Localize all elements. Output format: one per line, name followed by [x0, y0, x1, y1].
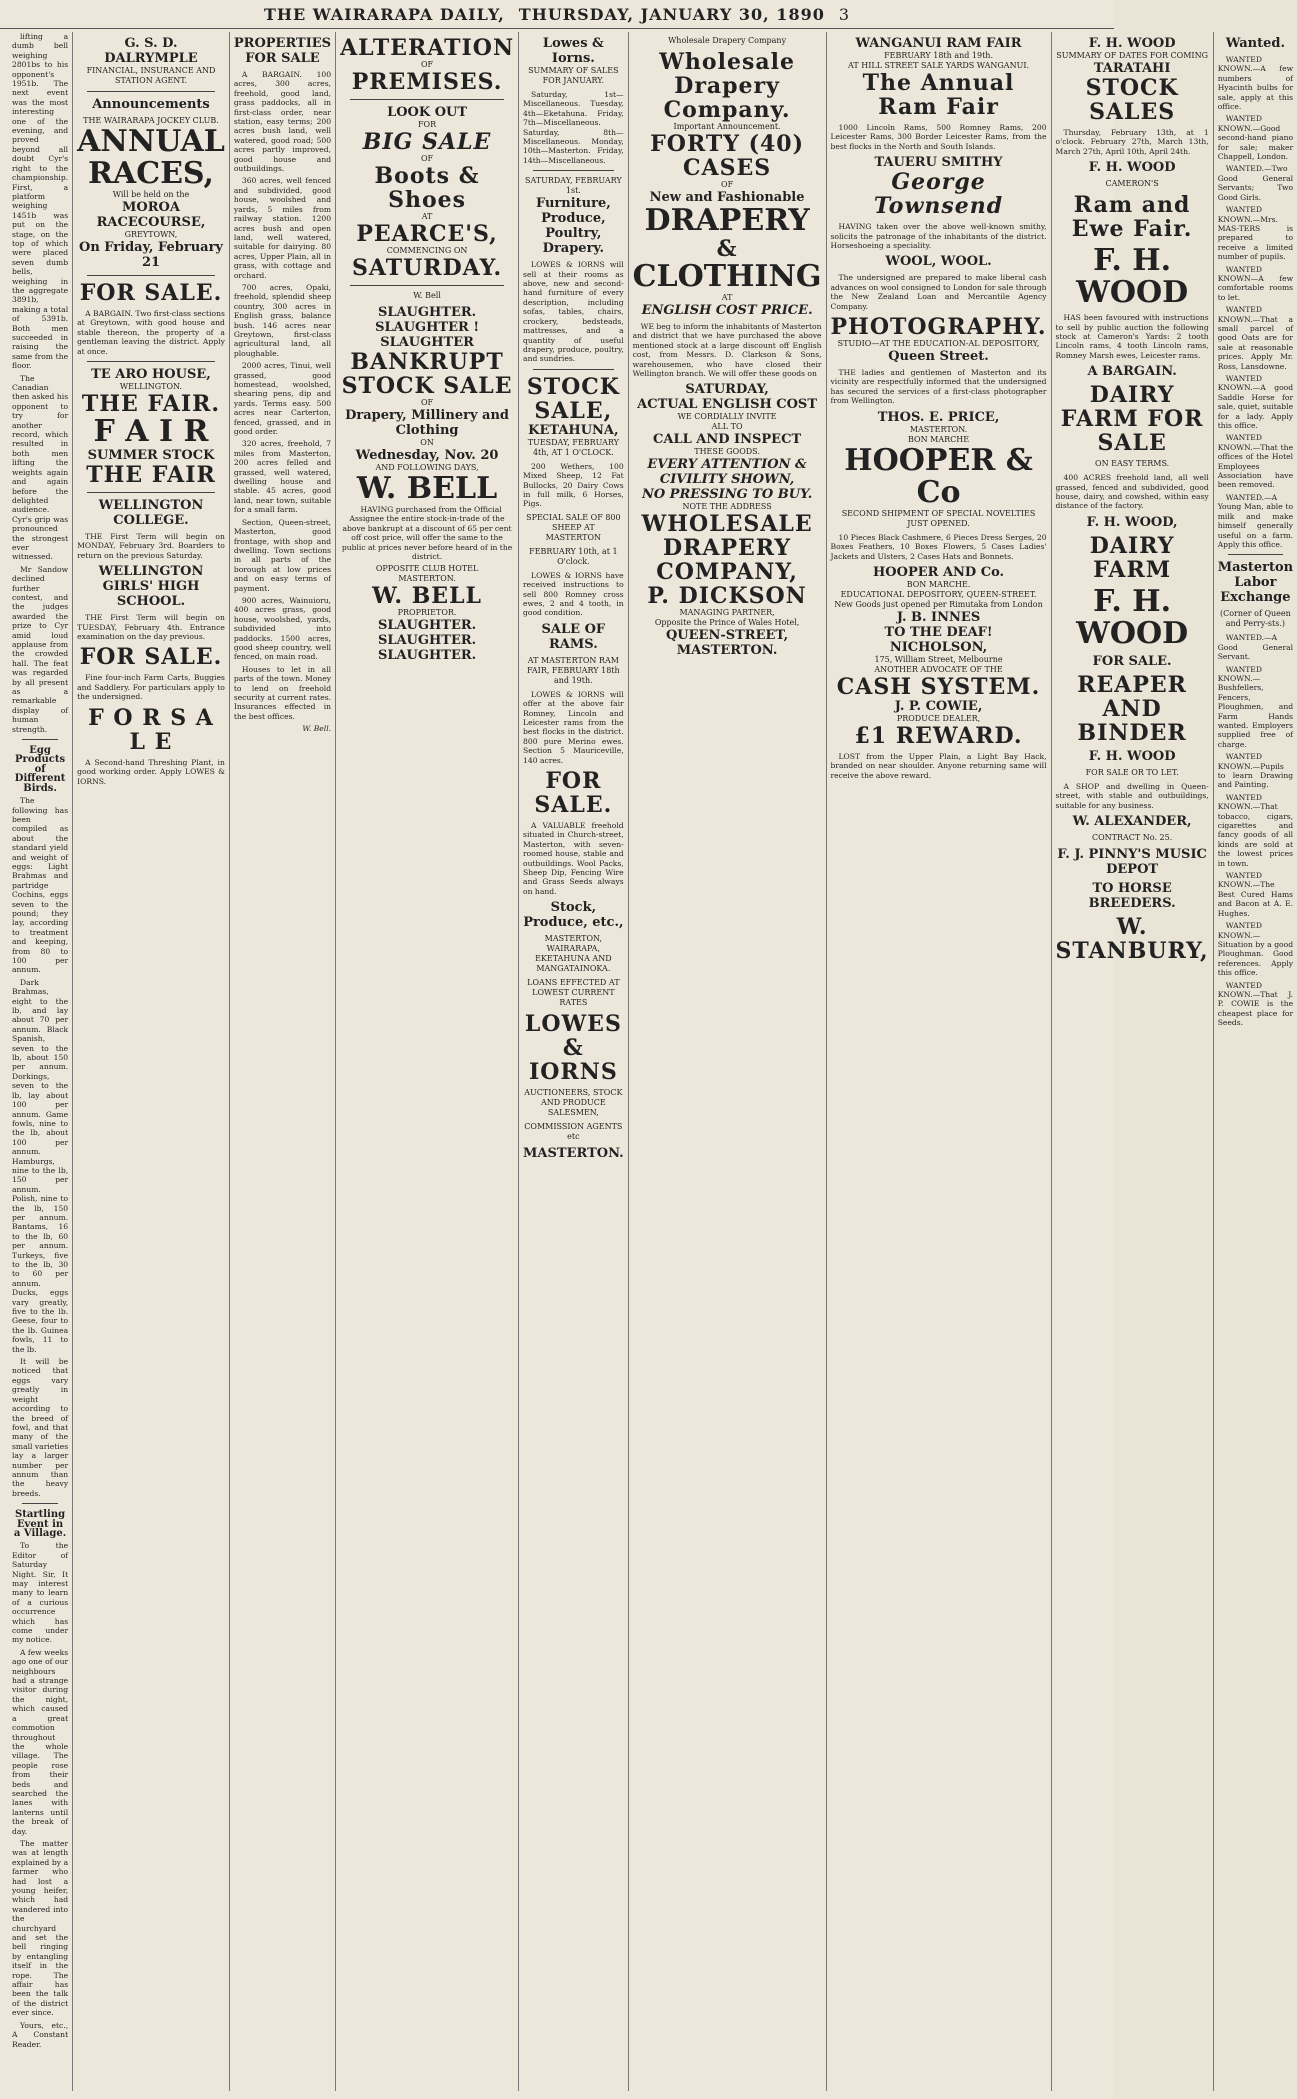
wanted-extra-1: WANTED KNOWN.—That a small parcel of good Oats are for sale at reasonable prices. Apply Mr. Ross, Lansdowne. — [1217, 305, 1294, 371]
wanted-extra-3: WANTED.—A Young Man, able to milk and make himself generally useful on a farm. Apply this office. — [1217, 492, 1294, 549]
wanganui-ram-fair: WANGANUI RAM FAIR — [855, 36, 1022, 51]
auctioneers: AUCTIONEERS, STOCK AND PRODUCE SALESMEN, — [524, 1088, 623, 1118]
heading-eggs: Egg Products of Different Birds. — [14, 745, 66, 794]
ad-wanganui — [831, 36, 1047, 119]
wanted-6: WANTED KNOWN.—That the offices of the Hotel Employees Association have been removed. — [1217, 433, 1294, 490]
at-1: AT — [421, 212, 433, 221]
article-village-cont: A few weeks ago one of our neighbours had a strange visitor during the night, which caused a great commotion throughout the whole village. The people rose from their beds and searched the lanes with lanterns until the break of day. — [12, 1647, 69, 1836]
loans: LOANS EFFECTED AT LOWEST CURRENT RATES — [527, 978, 620, 1008]
wanted-extra-4: WANTED KNOWN.—Bushfellers, Fencers, Ploughmen, and Farm Hands wanted. Employers supplied free of charge. — [1217, 664, 1294, 749]
column-7 — [827, 32, 1052, 2091]
hooper-2: HOOPER AND Co. — [873, 564, 1005, 580]
dalrymple-sub: FINANCIAL, INSURANCE AND STATION AGENT. — [86, 66, 216, 85]
w-bell: W. BELL — [356, 471, 498, 506]
ad-lowes-iorns — [523, 36, 624, 86]
wanted-10: WANTED KNOWN.—That J. P. COWIE is the cheapest place for Seeds. — [1217, 980, 1294, 1028]
bell-text: HAVING purchased from the Official Assignee the entire stock-in-trade of the above bankrupt at a discount of 65 per cent off cost price, will offer the same to the public at prices never before heard of in the district. — [341, 505, 513, 562]
wood-1: F. H. WOOD — [1088, 36, 1176, 51]
ad-wdc — [633, 50, 822, 318]
wanted-5: WANTED KNOWN—A few comfortable rooms to let. — [1217, 264, 1294, 302]
listing-text-3: 700 acres, Opaki, freehold, splendid sheep country, 300 acres in English grass, balance bush. 146 acres near Greytown, first-class agricultural land, all ploughable. — [233, 282, 332, 358]
page-number: 3 — [838, 4, 851, 24]
managing-partner: MANAGING PARTNER, — [679, 608, 775, 618]
sale-of-rams: SALE OF RAMS. — [541, 621, 606, 652]
article-eggs-cont2: It will be noticed that eggs vary greatly in weight according to the breed of fowl, and that many of the small varieties lay a larger number per annum than the heavy breeds. — [12, 1357, 69, 1498]
bon-marche-2: BON MARCHE. — [906, 579, 971, 589]
ad-pearces — [340, 36, 514, 280]
college-text: THE First Term will begin on MONDAY, February 3rd. Boarders to return on the previous Saturday. — [77, 532, 225, 560]
sale-let-text: A SHOP and dwelling in Queen-street, with stable and outbuildings, suitable for any business. — [1055, 781, 1209, 810]
for-sale-heading: FOR SALE. — [79, 280, 223, 306]
studio: STUDIO—AT THE EDUCATION-AL DEPOSITORY, — [837, 339, 1040, 349]
boots-shoes: Boots & Shoes — [374, 163, 480, 213]
alteration: ALTERATION — [340, 35, 515, 61]
to-the-deaf: TO THE DEAF! — [884, 624, 993, 640]
te-aro-city: WELLINGTON. — [119, 382, 183, 392]
for-sale-heading-2: FOR SALE. — [79, 644, 223, 671]
summary-of-sales: SUMMARY OF SALES FOR JANUARY. — [528, 66, 619, 85]
column-4 — [336, 32, 519, 2091]
ad-photography — [831, 315, 1047, 364]
listing-text-2: 360 acres, well fenced and subdivided, good house, woolshed and yards, 5 miles from railway station. 1200 acres bush and open land, well watered, suitable for dairying. 80 acres, Upper Plain, all in grass, with cottage and orchard. — [233, 176, 332, 280]
proprietor: PROPRIETOR. — [397, 608, 457, 618]
of-3: OF — [421, 398, 434, 407]
rams-text: LOWES & IORNS will offer at the above fair Romney, Lincoln and Leicester rams from the best flocks in the district. 800 pure Merino ewes. Section 5 Mauriceville, 140 acres. — [523, 689, 624, 765]
opposite-hotel: Opposite the Prince of Wales Hotel, — [654, 618, 800, 628]
wdc-header: Wholesale Drapery Company — [668, 36, 787, 45]
horse-breeders: TO HORSE BREEDERS. — [1088, 881, 1176, 912]
wood-text: HAS been favoured with instructions to sell by public auction the following stock at Cameron's Yards: 2 tooth Lincoln rams, 4 tooth Lincoln rams, Romney Marsh ewes, Leicester rams. — [1055, 313, 1209, 360]
forty-cases: FORTY (40) CASES — [650, 131, 805, 181]
wanted-extra-2: WANTED KNOWN.—A good Saddle Horse for sale, quiet, suitable for a lady. Apply this office. — [1217, 374, 1294, 431]
article-strongman: lifting a dumb bell weighing 2801bs to his opponent's 1951b. The next event was the most interesting one of the evening, and proved beyond all doubt Cyr's right to the championship. First, a platform weighing 1451b was put on the stage, on the top of which were placed seven dumb bells, weighing in the aggregate 3891b, making a total of 5391b. Both men succeeded in raising the same from the floor. — [12, 32, 69, 371]
listing-text-8: Houses to let in all parts of the town. Money to lend on freehold security at current rates. Insurances effected in the best offices. — [233, 664, 332, 721]
feb-10: FEBRUARY 10th, at 1 O'clock. — [529, 546, 618, 566]
ad-hooper-2 — [831, 565, 1047, 748]
issue-date: THURSDAY, JANUARY 30, 1890 — [518, 4, 825, 24]
listing-text-7: 900 acres, Wainuioru, 400 acres grass, good house, woolshed, yards, subdivided into paddocks. 1500 acres, good sheep country, well fenced, on main road. — [233, 595, 332, 662]
special-text: LOWES & IORNS have received instructions to sell 800 Romney cross ewes, 2 and 4 tooth, in good condition. — [523, 570, 624, 618]
educational: EDUCATIONAL DEPOSITORY, QUEEN-STREET. — [840, 589, 1037, 599]
bon-marche: BON MARCHE — [908, 434, 970, 444]
summer-stock: SUMMER STOCK — [87, 448, 215, 464]
cowie: J. P. COWIE, — [894, 698, 983, 714]
new-fashionable: New and Fashionable — [649, 190, 805, 205]
saturday-feb: SATURDAY, FEBRUARY 1st. — [524, 176, 622, 196]
new-goods: New Goods just opened per Rimutaka from London — [834, 599, 1043, 609]
wanted-heading: Wanted. — [1225, 36, 1285, 51]
girls-school-heading: WELLINGTON GIRLS' HIGH SCHOOL. — [98, 564, 204, 610]
divider — [22, 1503, 58, 1504]
exchange-corner: (Corner of Queen and Perry-sts.) — [1219, 609, 1291, 629]
stock-produce: Stock, Produce, etc., — [523, 900, 624, 931]
wanted-extra-5: WANTED KNOWN.—That tobacco, cigars, cigarettes and fancy goods of all kinds are sold at the lowest prices in town. — [1217, 792, 1294, 868]
tuesday-feb: TUESDAY, FEBRUARY 4th, AT 1 O'CLOCK. — [527, 437, 619, 457]
masterton-3: MASTERTON. — [676, 643, 778, 659]
article-village: To the Editor of Saturday Night. Sir, It may interest many to learn of a curious occurrence which has come under my notice. — [12, 1541, 69, 1645]
english-cost: ENGLISH COST PRICE. — [641, 303, 813, 318]
divider — [87, 275, 215, 276]
these-goods: THESE GOODS. — [694, 447, 760, 457]
divider — [87, 361, 215, 362]
hooper-text: 10 Pieces Black Cashmere, 6 Pieces Dress Serges, 20 Boxes Feathers, 10 Boxes Flowers, 5 Cases Ladies' Jackets and Ulsters, 2 Cases Hats and Bonnets. — [830, 532, 1047, 561]
ad-wdc-2 — [633, 382, 822, 658]
wool: WOOL, WOOL. — [885, 254, 992, 270]
sales-list: Saturday, 1st—Miscellaneous. Tuesday, 4th—Eketahuna. Friday, 7th—Miscellaneous. Saturday, 8th—Miscellaneous. Monday, 10th—Masterton. Friday, 14th—Miscellaneous. — [523, 90, 624, 165]
masterton-1: MASTERTON. — [398, 574, 456, 584]
ampersand: & — [716, 236, 738, 262]
article-strongman-cont2: Mr Sandow declined further contest, and the judges awarded the prize to Cyr amid loud applause from the crowded hall. The feat was regarded by all present as a remarkable display of human strength. — [12, 564, 69, 734]
every-attention: EVERY ATTENTION & — [647, 457, 807, 473]
column-5 — [519, 32, 629, 2091]
furniture-text: LOWES & IORNS will sell at their rooms as above, new and second-hand furniture of every description, including sofas, tables, chairs, crockery, bedsteads, mattresses, and a quantity of useful drapery, produce, poultry, and sundries. — [523, 260, 624, 364]
another-advocate: ANOTHER ADVOCATE OF THE — [874, 664, 1003, 674]
divider — [350, 285, 504, 286]
listing-text: A BARGAIN. 100 acres, 300 acres, freehold, good land, grass paddocks, all in first-class order, near station, easy terms; 200 acres bush land, well watered, good road; 500 acres partly improved, good house and outbuildings. — [233, 70, 332, 174]
smithy-text: HAVING taken over the above well-known smithy, solicits the patronage of the inhabitants of the district. Horseshoeing a speciality. — [830, 222, 1047, 251]
column-container — [8, 32, 1294, 2091]
wanted-9: WANTED KNOWN.—The Best Cured Hams and Bacon at A. E. Hughes. — [1217, 871, 1294, 918]
photo-text: THE ladies and gentlemen of Masterton and its vicinity are respectfully informed that the undersigned has secured the services of a first-class photographer from Wellington. — [830, 368, 1047, 406]
masterton-4: MASTERTON. — [909, 424, 968, 434]
article-strongman-cont: The Canadian then asked his opponent to try for another record, which resulted in both men lifting the weights again and again before the delighted audience. Cyr's grip was pronounced the strongest ever witnessed. — [12, 373, 69, 562]
furniture-produce: Furniture, Produce, Poultry, Drapery. — [535, 196, 611, 257]
for-1: FOR — [417, 120, 437, 129]
divider — [22, 739, 58, 740]
slaughter: SLAUGHTER. SLAUGHTER ! SLAUGHTER — [375, 305, 480, 350]
of-1: OF — [421, 60, 434, 69]
stock-sale: STOCK SALE, — [526, 373, 620, 424]
girls-school-text: THE First Term will begin on TUESDAY, February 4th. Entrance examination on the day previous. — [77, 613, 225, 642]
tauer-smithy: TAUERU SMITHY — [874, 155, 1003, 171]
for-sale-2: FOR SALE. — [1092, 653, 1172, 669]
wood-2: F. H. WOOD — [1088, 160, 1176, 176]
annual-races: ANNUAL RACES, — [77, 124, 225, 191]
no-pressing: NO PRESSING TO BUY. — [641, 487, 813, 503]
at-2: AT — [721, 293, 733, 302]
dairy-farm-sale: DAIRY FARM FOR SALE — [1060, 382, 1204, 457]
column-6 — [629, 32, 827, 2091]
wanganui-held: AT HILL STREET SALE YARDS WANGANUI. — [848, 61, 1030, 70]
announcements-heading: Announcements — [92, 97, 210, 112]
stanbury: W. STANBURY, — [1055, 914, 1209, 965]
listing-text-4: 2000 acres, Tinui, well grassed, good homestead, woolshed, shearing pens, dip and yards. Terms easy. 500 acres near Carterton, fenced, grassed, and in good order. — [233, 361, 332, 437]
drapery: DRAPERY — [644, 203, 810, 238]
wdc-saturday: SATURDAY, — [685, 382, 769, 398]
divider — [87, 91, 215, 92]
wairarapa-towns: MASTERTON, WAIRARAPA, EKETAHUNA AND MANGATAINOKA. — [535, 934, 612, 974]
ad-te-aro — [77, 367, 225, 487]
drapery-millinery: Drapery, Millinery and Clothing — [345, 408, 509, 438]
of-4: OF — [721, 180, 734, 189]
sale-or-let: FOR SALE OR TO LET. — [1085, 767, 1179, 777]
ad-wood-1 — [1056, 36, 1209, 124]
saturday: SATURDAY. — [351, 255, 503, 281]
article-eggs-cont: Dark Brahmas, eight to the lb, and lay about 70 per annum. Black Spanish, seven to the lb, about 150 per annum. Dorkings, seven to the lb, lay about 100 per annum. Game fowls, nine to the lb, about 100 per annum. Hamburgs, nine to the lb, 150 per annum. Polish, nine to the lb, 150 per annum. Bantams, 16 to the lb, 60 per annum. Turkeys, five to the lb, 30 to 60 per annum. Ducks, eggs vary greatly, five to the lb. Geese, four to the lb. Guinea fowls, 11 to the lb. — [12, 977, 69, 1354]
divider — [533, 369, 614, 370]
wool-text: The undersigned are prepared to make liberal cash advances on wool consigned to London for sale through the New Zealand Loan and Mercantile Agency Company. — [830, 273, 1047, 311]
bankrupt-stock-sale: BANKRUPT STOCK SALE — [341, 349, 513, 399]
wood-5: F. H. WOOD — [1076, 583, 1189, 651]
wood-6: F. H. WOOD — [1088, 748, 1176, 764]
article-village-cont2: The matter was at length explained by a farmer who had lost a young heifer, which had wandered into the churchyard and set the bell ringing by entangling itself in the rope. The affair has been the talk of the district ever since. — [12, 1838, 69, 2018]
commencing-on: COMMENCING ON — [386, 246, 468, 255]
ram-fair: AT MASTERTON RAM FAIR, FEBRUARY 18th and 19th. — [527, 655, 620, 685]
ad-saturday-sale — [523, 176, 624, 256]
ad-smithy — [831, 155, 1047, 218]
queen-street: QUEEN-STREET, — [665, 628, 789, 644]
hooper: HOOPER & Co — [844, 442, 1033, 510]
wholesale-2: WHOLESALE — [641, 511, 813, 538]
ad-dalrymple — [77, 36, 225, 86]
produce-dealer: PRODUCE DEALER, — [896, 713, 981, 723]
look-out: LOOK OUT — [387, 105, 468, 120]
greytown: GREYTOWN, — [124, 230, 178, 239]
jockey-club: THE WAIRARAPA JOCKEY CLUB. — [83, 116, 219, 125]
for-sale-heading-3: F O R S A L E — [88, 704, 214, 755]
drapery-2: DRAPERY — [663, 535, 792, 562]
camerons: CAMERON'S — [1105, 179, 1159, 189]
all-to: ALL TO — [711, 422, 743, 432]
racecourse: MOROA RACECOURSE, — [96, 200, 206, 230]
dalrymple-name: G. S. D. DALRYMPLE — [104, 36, 198, 66]
the-fair-2: THE FAIR — [86, 462, 216, 489]
lowes-iorns: Lowes & Iorns. — [542, 36, 604, 66]
dickson: P. DICKSON — [647, 583, 807, 610]
bargain: A BARGAIN. — [1087, 364, 1177, 380]
note-address: NOTE THE ADDRESS — [682, 502, 772, 512]
forsale-text: A VALUABLE freehold situated in Church-street, Masterton, with seven-roomed house, stable and outbuildings. Wool Packs, Sheep Dip, Fencing Wire and Grass Seeds always on hand. — [523, 821, 624, 896]
for-sale-text-2: Fine four-inch Farm Carts, Buggies and Saddlery. For particulars apply to the undersigned. — [77, 673, 225, 702]
stock-sales: STOCK SALES — [1085, 75, 1179, 125]
ad-stock-sale — [523, 375, 624, 458]
reward-text: LOST from the Upper Plain, a Light Bay Hack, branded on near shoulder. Anyone returning same will receive the above reward. — [830, 751, 1047, 780]
william-street: 175, William Street, Melbourne — [874, 654, 1003, 664]
slaughter-2: SLAUGHTER. SLAUGHTER. SLAUGHTER. — [377, 618, 477, 664]
alexander: W. ALEXANDER, — [1072, 814, 1192, 830]
taratahi: TARATAHI — [1093, 61, 1171, 76]
masthead — [0, 0, 1114, 29]
wood-4: F. H. WOOD, — [1086, 514, 1178, 530]
fair-big: F A I R — [93, 414, 209, 450]
queen-street-2: Queen Street. — [888, 349, 989, 365]
for-sale: FOR SALE. — [534, 768, 613, 819]
divider — [533, 170, 614, 171]
invite: WE CORDIALLY INVITE — [677, 412, 777, 422]
wdc-text: WE beg to inform the inhabitants of Masterton and district that we have purchased the above mentioned stock at a large discount off English cost, from Messrs. D. Clarkson & Sons, warehousemen, who have closed their Wellington branch. We will offer these goods on — [632, 322, 822, 379]
wanted-4: WANTED KNOWN.—Mrs. MAS-TERS is prepared to receive a limited number of pupils. — [1217, 205, 1294, 262]
the-fair: THE FAIR. — [81, 391, 221, 418]
innes: J. B. INNES — [896, 609, 981, 625]
reward: £1 REWARD. — [854, 722, 1023, 749]
bell-signature: W. Bell. — [302, 724, 332, 734]
important: Important Announcement. — [673, 122, 781, 131]
call-inspect: CALL AND INSPECT — [653, 432, 802, 448]
listing-heading: PROPERTIES FOR SALE — [233, 36, 332, 66]
summary-dates: SUMMARY OF DATES FOR COMING — [1056, 51, 1208, 60]
dairy-farm: DAIRY FARM — [1089, 532, 1175, 583]
on-1: ON — [420, 438, 434, 447]
lowes-iorns-2: LOWES & IORNS — [524, 1011, 622, 1086]
contract: CONTRACT No. 25. — [1091, 833, 1173, 843]
cash-system: CASH SYSTEM. — [836, 673, 1041, 700]
column-3 — [230, 32, 336, 2091]
wanted-2: WANTED KNOWN.—Good second-hand piano for sale; maker Chappell, London. — [1217, 114, 1294, 162]
column-2 — [73, 32, 230, 2091]
divider — [87, 492, 215, 493]
of-2: OF — [421, 154, 434, 163]
wanted-1: WANTED KNOWN.—A few numbers of Hyacinth bulbs for sale, apply at this office. — [1217, 55, 1294, 112]
w-bell-2: W. BELL — [372, 583, 483, 610]
following-days: AND FOLLOWING DAYS, — [375, 463, 479, 472]
george-townsend: George Townsend — [873, 169, 1004, 220]
article-village-cont3: Yours, etc., A Constant Reader. — [12, 2020, 69, 2049]
easy-terms: ON EASY TERMS. — [1095, 459, 1170, 469]
actual-cost: ACTUAL ENGLISH COST — [637, 397, 817, 413]
wednesday: Wednesday, Nov. 20 — [355, 448, 499, 463]
college-heading: WELLINGTON COLLEGE. — [98, 498, 204, 529]
reaper-binder: REAPER AND BINDER — [1077, 671, 1187, 746]
premises: PREMISES. — [351, 69, 503, 95]
special-sale: SPECIAL SALE OF 800 SHEEP AT MASTERTON — [526, 512, 621, 542]
opposite-club: OPPOSITE CLUB HOTEL — [375, 564, 479, 574]
column-1 — [8, 32, 73, 2091]
big-sale: BIG SALE — [362, 129, 492, 155]
wanganui-date: FEBRUARY 18th and 19th. — [884, 51, 993, 60]
wanted-3: WANTED.—Two Good General Servants; Two Good Girls. — [1217, 164, 1294, 202]
paper-title: THE WAIRARAPA DAILY, — [263, 4, 505, 24]
commission-agents: COMMISSION AGENTS etc — [524, 1122, 623, 1142]
te-aro-house: TE ARO HOUSE, — [91, 367, 211, 383]
wdc-big: Wholesale Drapery — [659, 49, 795, 99]
masterton-2: MASTERTON. — [523, 1146, 624, 1162]
listing-text-6: Section, Queen-street, Masterton, good frontage, with shop and dwelling. Town sections in all parts of the borough at low prices and on easy terms of payment. — [233, 517, 332, 593]
ketahuna: KETAHUNA, — [528, 422, 619, 438]
ram-list: 1000 Lincoln Rams, 500 Romney Rams, 200 Leicester Rams, 300 Border Leicester Rams, from the best flocks in the North and South Islands. — [830, 123, 1047, 151]
ad-price — [831, 410, 1047, 529]
divider — [350, 99, 504, 100]
civility: CIVILITY SHOWN, — [659, 472, 795, 488]
for-sale-text-3: A Second-hand Threshing Plant, in good working order. Apply LOWES & IORNS. — [77, 757, 225, 786]
held-on: Will be held on the — [112, 190, 190, 199]
bell-small: W. Bell — [413, 291, 441, 300]
second-shipment: SECOND SHIPMENT OF SPECIAL NOVELTIES JUST OPENED. — [841, 508, 1036, 528]
dairy-text: 400 ACRES freehold land, all well grassed, fenced and subdivided, good house, dairy, and cowshed, within easy distance of the factory. — [1055, 473, 1209, 511]
for-sale-text: A BARGAIN. Two first-class sections at Greytown, with good house and stable thereon, the property of a gentleman leaving the district. Apply at once. — [77, 309, 225, 356]
photography: PHOTOGRAPHY. — [830, 314, 1047, 341]
divider — [1228, 554, 1283, 555]
ram-ewe-fair: Ram and Ewe Fair. — [1071, 192, 1193, 243]
wood-3: F. H. WOOD — [1076, 243, 1189, 311]
listing-text-5: 320 acres, freehold, 7 miles from Masterton, 200 acres felled and grassed, well watered, dwelling house and stable. 45 acres, good land, near town, suitable for a small farm. — [233, 439, 332, 515]
ad-jockey-club — [77, 116, 225, 270]
wanted-extra-6: WANTED KNOWN.—Situation by a good Ploughman. Good references. Apply this office. — [1217, 921, 1294, 978]
wood-dates: Thursday, February 13th, at 1 o'clock. February 27th, March 13th, March 27th, April 10th, April 24th. — [1055, 128, 1209, 156]
ad-bell — [340, 305, 514, 663]
pinny: F. J. PINNY'S MUSIC DEPOT — [1057, 847, 1207, 878]
wdc-company: Company. — [663, 97, 791, 123]
stock-text: 200 Wethers, 100 Mixed Sheep, 12 Fat Bullocks, 20 Dairy Cows in full milk, 6 Horses, Pigs. — [523, 461, 624, 509]
column-8 — [1052, 32, 1214, 2091]
article-eggs: The following has been compiled as about the standard yield and weight of eggs: Light Brahmas and partridge Cochins, eggs seven to the pound; they lay, according to treatment and keeping, from 80 to 100 per annum. — [12, 796, 69, 975]
company-2: COMPANY, — [656, 559, 798, 586]
annual-ram-fair: The Annual Ram Fair — [862, 70, 1015, 120]
nicholson: NICHOLSON, — [889, 639, 988, 655]
heading-village: Startling Event in a Village. — [13, 1509, 67, 1539]
clothing: CLOTHING — [632, 259, 822, 294]
race-date: On Friday, February 21 — [79, 240, 223, 270]
pearces: PEARCE'S, — [356, 221, 498, 247]
thos-price: THOS. E. PRICE, — [877, 409, 1000, 425]
wanted-7: WANTED.—A Good General Servant. — [1217, 633, 1294, 662]
labor-exchange: Masterton Labor Exchange — [1217, 560, 1294, 606]
wanted-8: WANTED KNOWN.—Pupils to learn Drawing and Painting. — [1217, 752, 1294, 790]
column-9 — [1214, 32, 1297, 2091]
